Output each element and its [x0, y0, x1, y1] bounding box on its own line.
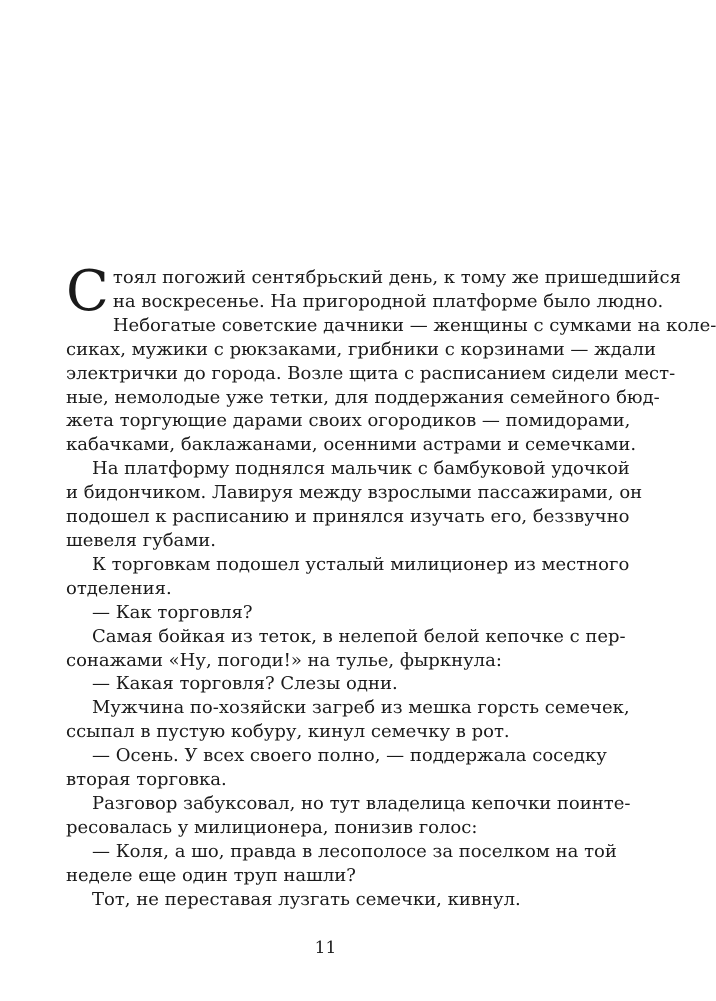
text-line: К торговкам подошел усталый милиционер из местного — [92, 553, 630, 575]
text-line: сонажами «Ну, погоди!» на тулье, фыркнула: — [66, 649, 502, 671]
text-line: — Осень. У всех своего полно, — поддержала соседку — [92, 745, 607, 767]
text-line: кабачками, баклажанами, осенними астрами и семечками. — [66, 434, 637, 456]
opening-paragraph-start — [66, 259, 681, 324]
text-line: Тот, не переставая лузгать семечки, кивнул. — [92, 888, 521, 910]
text-line: подошел к расписанию и принялся изучать его, беззвучно — [66, 506, 630, 528]
text-line: шевеля губами. — [66, 529, 216, 551]
text-line: на воскресенье. На пригородной платформе было людно. — [112, 290, 664, 312]
text-line: ные, немолодые уже тетки, для поддержания семейного бюд- — [66, 386, 660, 408]
drop-cap: С — [66, 259, 109, 324]
text-line: жета торгующие дарами своих огородиков — помидорами, — [66, 410, 631, 432]
body-text — [66, 259, 716, 911]
text-line: ссыпал в пустую кобуру, кинул семечку в рот. — [66, 721, 510, 743]
text-line: сиках, мужики с рюкзаками, грибники с корзинами — ждали — [66, 338, 656, 360]
text-line: Самая бойкая из теток, в нелепой белой кепочке с пер- — [92, 625, 626, 647]
text-line: Небогатые советские дачники — женщины с сумками на коле- — [112, 314, 716, 336]
text-line: вторая торговка. — [66, 769, 227, 791]
text-line: отделения. — [66, 577, 172, 599]
text-line: — Как торговля? — [92, 601, 253, 623]
text-line: и бидончиком. Лавируя между взрослыми пассажирами, он — [66, 482, 643, 504]
text-line: На платформу поднялся мальчик с бамбуковой удочкой — [92, 458, 630, 480]
text-line: ресовалась у милиционера, понизив голос: — [66, 816, 478, 838]
page-number: 11 — [314, 938, 337, 958]
text-line: Разговор забуксовал, но тут владелица кепочки поинте- — [92, 792, 631, 814]
text-lines — [66, 314, 716, 912]
text-line: неделе еще один труп нашли? — [66, 864, 356, 886]
text-line: Мужчина по-хозяйски загреб из мешка горсть семечек, — [92, 697, 630, 719]
text-line: — Коля, а шо, правда в лесополосе за поселком на той — [92, 840, 617, 862]
text-line: тоял погожий сентябрьский день, к тому же пришедшийся — [112, 267, 681, 288]
text-line: — Какая торговля? Слезы одни. — [92, 673, 398, 695]
text-line: электрички до города. Возле щита с расписанием сидели мест- — [66, 362, 676, 384]
